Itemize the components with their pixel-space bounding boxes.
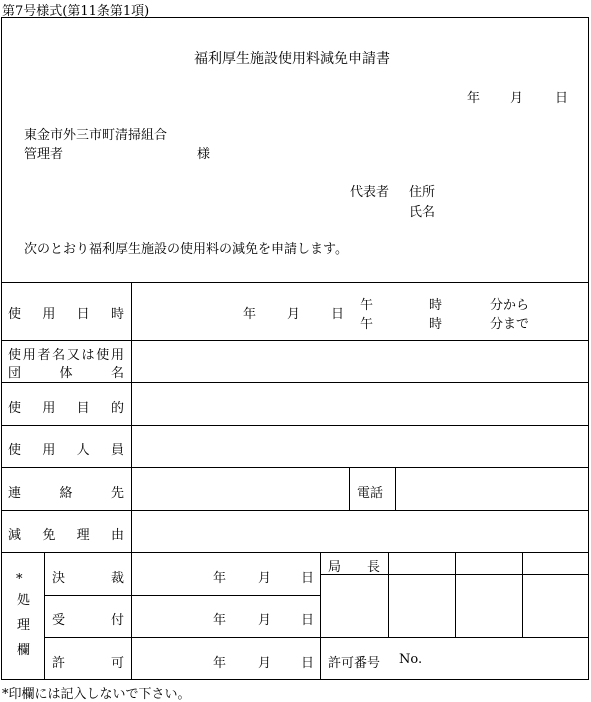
form-number: 第7号様式(第11条第1項) [2,4,150,19]
usage-hour-from: 時 [429,298,443,313]
name-label: 氏名 [409,205,436,220]
decision-day: 日 [301,571,315,586]
address-label: 住所 [409,185,436,200]
decision-label: 決裁 [52,571,124,586]
stamp-divider [388,552,389,637]
stamp-divider [455,552,456,637]
permit-number-label: 許可番号 [328,656,381,671]
permit-number-value: No. [399,652,423,667]
application-statement: 次のとおり福利厚生施設の使用料の減免を申請します。 [24,242,348,257]
usage-pm: 午 [360,317,374,332]
purpose-label: 使用目的 [8,401,124,416]
phone-label: 電話 [357,486,384,501]
row-divider [44,637,589,638]
usage-hour-to: 時 [429,317,443,332]
processing-divider [44,552,45,680]
phone-divider [395,467,396,510]
label-column-divider [131,282,132,680]
row-divider [1,552,589,553]
usage-month: 月 [287,307,301,322]
usage-datetime-label: 使用日時 [8,307,124,322]
usage-year: 年 [243,307,257,322]
row-divider [44,595,320,596]
row-divider [1,467,589,468]
permit-label: 許可 [52,656,124,671]
receipt-month: 月 [258,613,272,628]
addressee-organization: 東金市外三市町清掃組合 [24,128,168,143]
permit-year: 年 [213,656,227,671]
usage-am: 午 [360,298,374,313]
row-divider [1,340,589,341]
processing-divider [320,552,321,680]
headcount-label: 使用人員 [8,443,124,458]
stamp-divider [522,552,523,637]
reason-label: 減免理由 [8,528,124,543]
form-title: 福利厚生施設使用料減免申請書 [194,51,390,67]
date-day: 日 [555,91,569,106]
receipt-year: 年 [213,613,227,628]
usage-minute-from: 分から [490,298,530,313]
phone-divider [349,467,350,510]
row-divider [1,382,589,383]
decision-year: 年 [213,571,227,586]
row-divider [1,510,589,511]
row-divider [1,425,589,426]
representative-label: 代表者 [350,185,390,200]
processing-label: 処理欄 [17,593,31,658]
footnote: *印欄には記入しないで下さい。 [2,687,191,702]
date-year: 年 [467,91,481,106]
chief-label: 局長 [328,560,380,575]
date-month: 月 [510,91,524,106]
usage-minute-to: 分まで [490,317,530,332]
usage-day: 日 [331,307,345,322]
addressee-honorific: 様 [197,147,211,162]
receipt-day: 日 [301,613,315,628]
addressee-title: 管理者 [24,147,64,162]
permit-month: 月 [258,656,272,671]
receipt-label: 受付 [52,613,124,628]
section-divider [1,282,589,283]
permit-day: 日 [301,656,315,671]
decision-month: 月 [258,571,272,586]
user-name-label-line1: 使用者名又は使用 [8,348,124,363]
user-name-label-line2: 団体名 [8,366,124,381]
processing-mark: * [16,572,23,587]
contact-label: 連絡先 [8,486,124,501]
